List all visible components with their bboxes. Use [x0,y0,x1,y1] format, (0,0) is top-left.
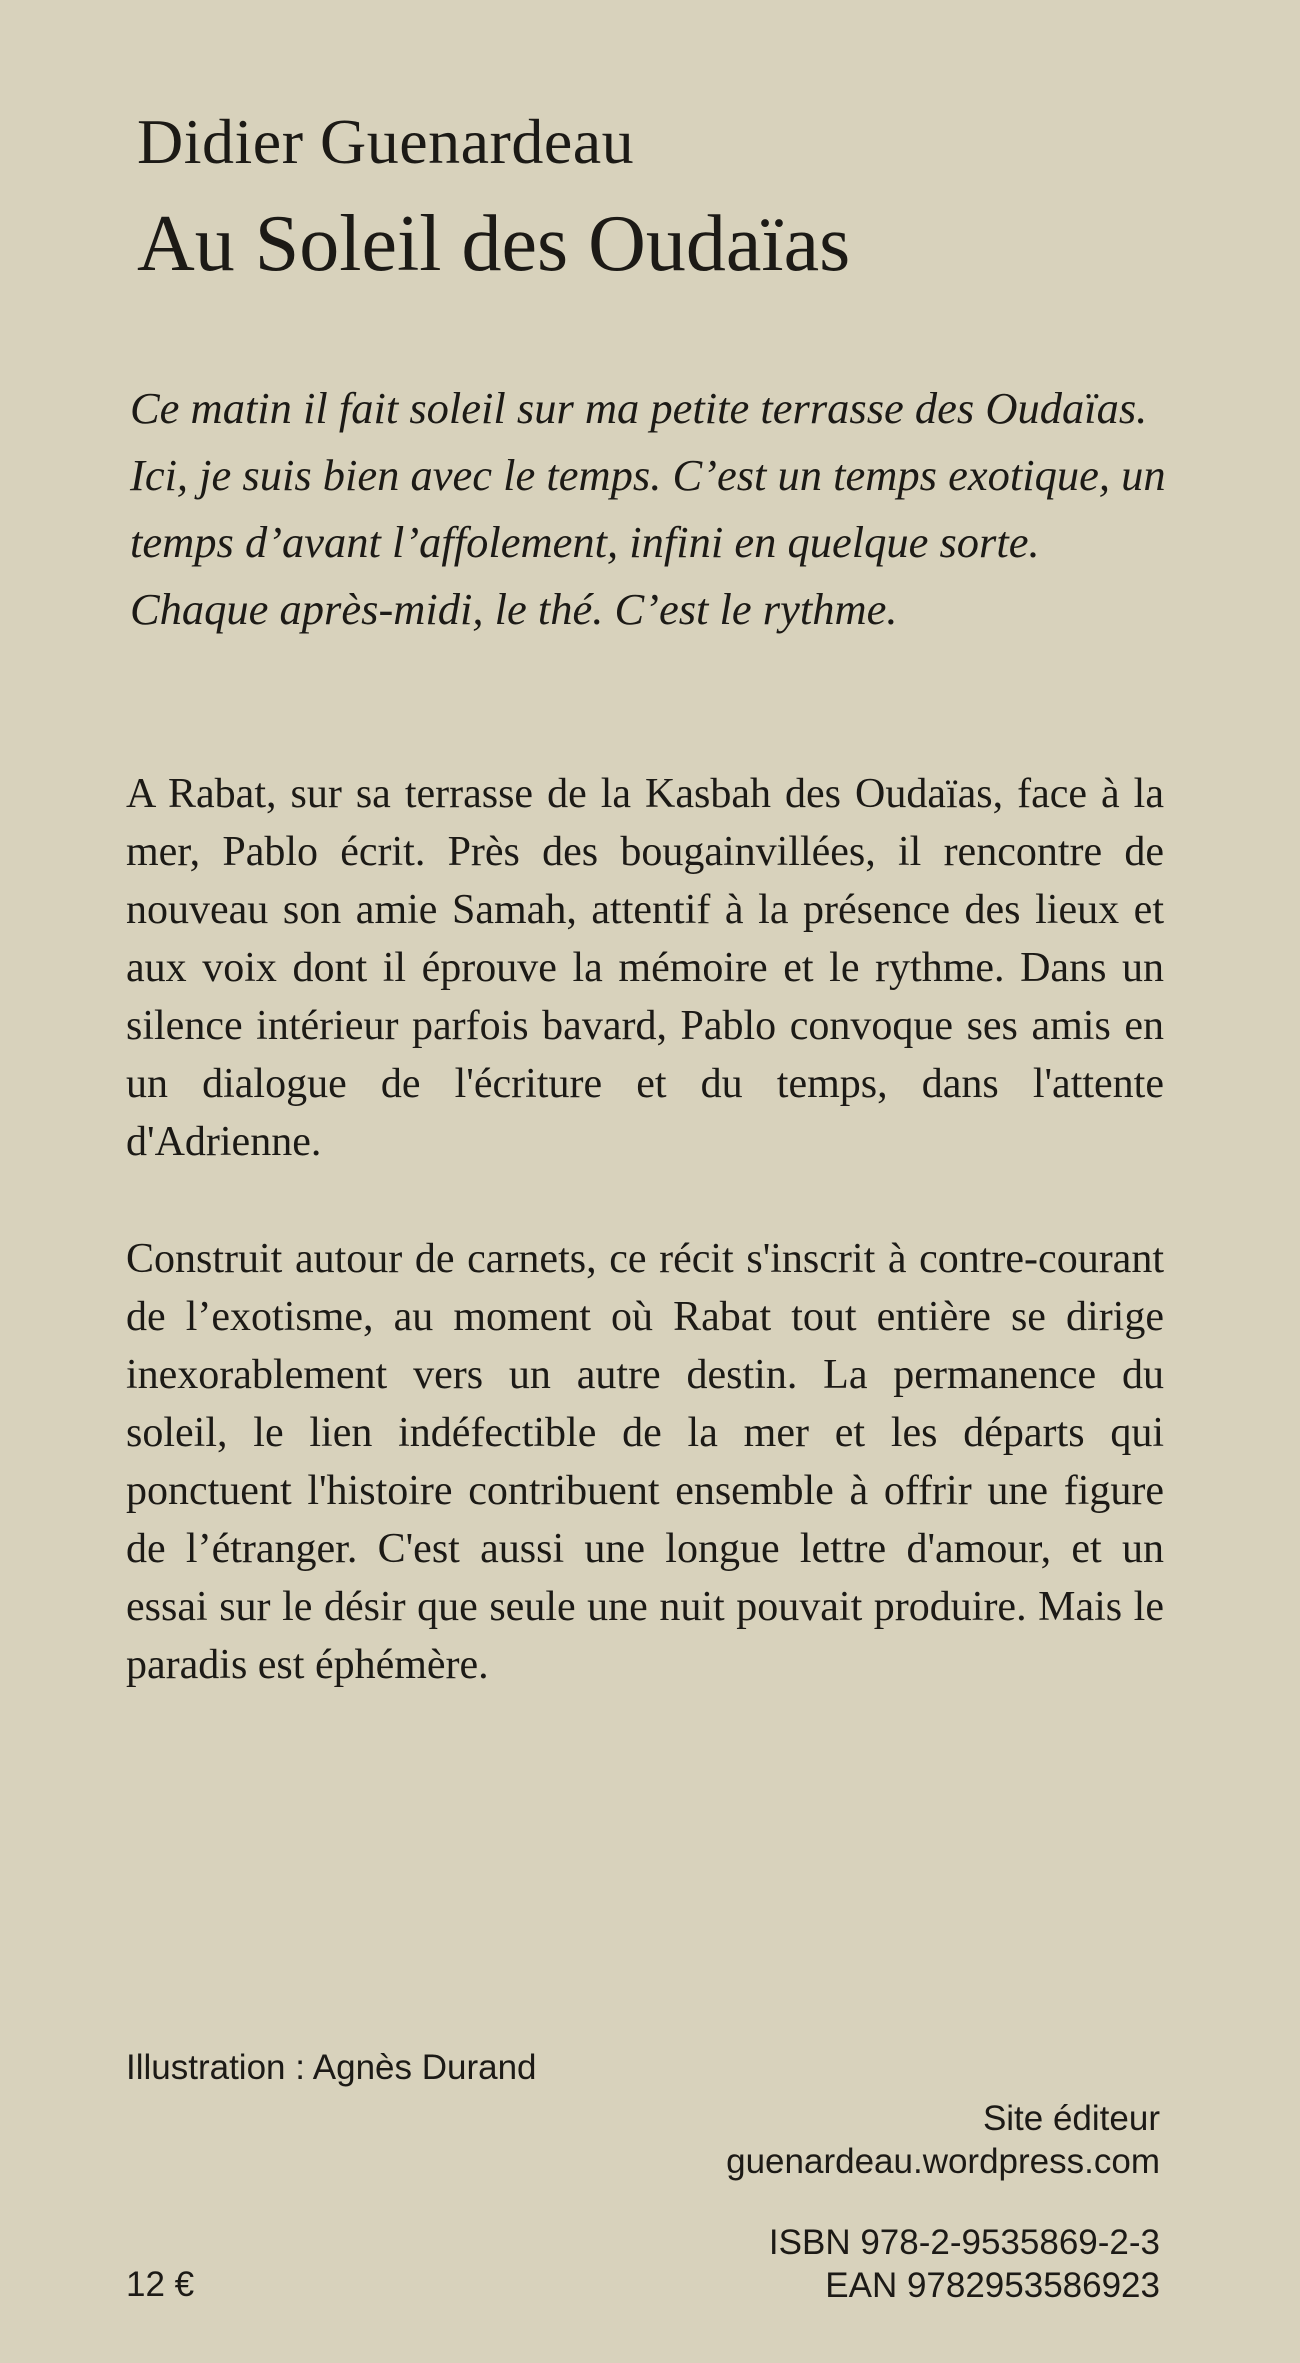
epigraph-line: Ce matin il fait soleil sur ma petite terrasse des Oudaïas. [130,383,1148,433]
illustration-credit: Illustration : Agnès Durand [126,2048,537,2087]
author-name: Didier Guenardeau [137,106,635,177]
publisher-site-block [726,2097,1160,2183]
price: 12 € [126,2265,195,2304]
summary-paragraph-2: Construit autour de carnets, ce récit s'inscrit à contre-courant de l’exotisme, au moment où Rabat tout entière se dirige inexorablement vers un autre destin. La permanence du soleil, le lien indéfectible de la mer et les départs qui ponctuent l'histoire contribuent ensemble à offrir une figure de l’étranger. C'est aussi une longue lettre d'amour, et un essai sur le désir que seule une nuit pouvait produire. Mais le paradis est éphémère. [126,1236,1164,1688]
ean-number: EAN 9782953586923 [825,2266,1160,2305]
epigraph [130,375,1190,643]
identifiers-block [769,2221,1160,2307]
epigraph-line: Chaque après-midi, le thé. C’est le rythme. [130,584,898,634]
book-title: Au Soleil des Oudaïas [137,200,851,288]
publisher-site-url: guenardeau.wordpress.com [726,2142,1160,2181]
epigraph-line: Ici, je suis bien avec le temps. C’est un temps exotique, un [130,450,1166,500]
publisher-site-label: Site éditeur [982,2099,1160,2138]
isbn-number: ISBN 978-2-9535869-2-3 [768,2223,1160,2262]
epigraph-line: temps d’avant l’affolement, infini en quelque sorte. [130,517,1040,567]
summary-paragraph-1: A Rabat, sur sa terrasse de la Kasbah des Oudaïas, face à la mer, Pablo écrit. Près des bougainvillées, il rencontre de nouveau son amie Samah, attentif à la présence des lieux et aux voix dont il éprouve la mémoire et le rythme. Dans un silence intérieur parfois bavard, Pablo convoque ses amis en un dialogue de l'écriture et du temps, dans l'attente d'Adrienne. [126,771,1164,1165]
